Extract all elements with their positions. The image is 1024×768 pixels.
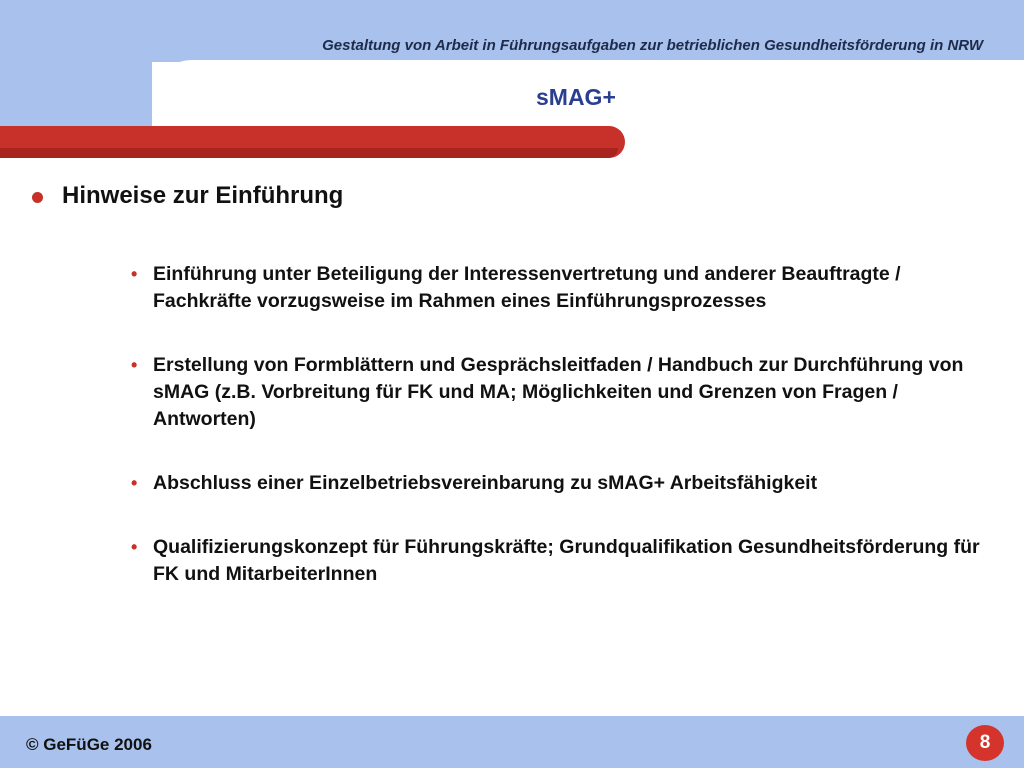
header-subtitle: Gestaltung von Arbeit in Führungsaufgaben zur betrieblichen Gesundheitsförderung in NRW <box>322 37 983 54</box>
copyright-text: © GeFüGe 2006 <box>26 735 152 754</box>
page-number-badge: 8 <box>966 725 1004 761</box>
list-item <box>131 352 1001 433</box>
bullet-list <box>131 261 1001 625</box>
red-accent-bar-shade <box>0 148 618 158</box>
header-band-left <box>0 0 152 140</box>
bullet-icon: • <box>131 537 138 557</box>
main-bullet <box>32 182 343 210</box>
section-heading: Hinweise zur Einführung <box>62 182 344 209</box>
list-item-text: Abschluss einer Einzelbetriebsvereinbarung zu sMAG+ Arbeitsfähigkeit <box>153 472 818 494</box>
list-item-text: Einführung unter Beteiligung der Interessenvertretung und anderer Beauftragte / Fachkräfte vorzugsweise im Rahmen eines Einführungsprozesses <box>153 263 901 312</box>
bullet-icon: • <box>131 355 138 375</box>
bullet-icon: • <box>131 473 138 493</box>
list-item <box>131 534 1001 588</box>
list-item <box>131 470 1001 497</box>
footer-band <box>0 716 1024 768</box>
list-item-text: Erstellung von Formblättern und Gesprächsleitfaden / Handbuch zur Durchführung von sMAG (z.B. Vorbreitung für FK und MA; Möglichkeiten und Grenzen von Fragen / Antworten) <box>153 354 964 430</box>
list-item-text: Qualifizierungskonzept für Führungskräfte; Grundqualifikation Gesundheitsförderung für FK und MitarbeiterInnen <box>153 536 980 585</box>
list-item <box>131 261 1001 315</box>
bullet-icon: • <box>131 264 138 284</box>
red-dot-icon <box>32 192 43 203</box>
slide-title: sMAG+ <box>536 84 616 110</box>
